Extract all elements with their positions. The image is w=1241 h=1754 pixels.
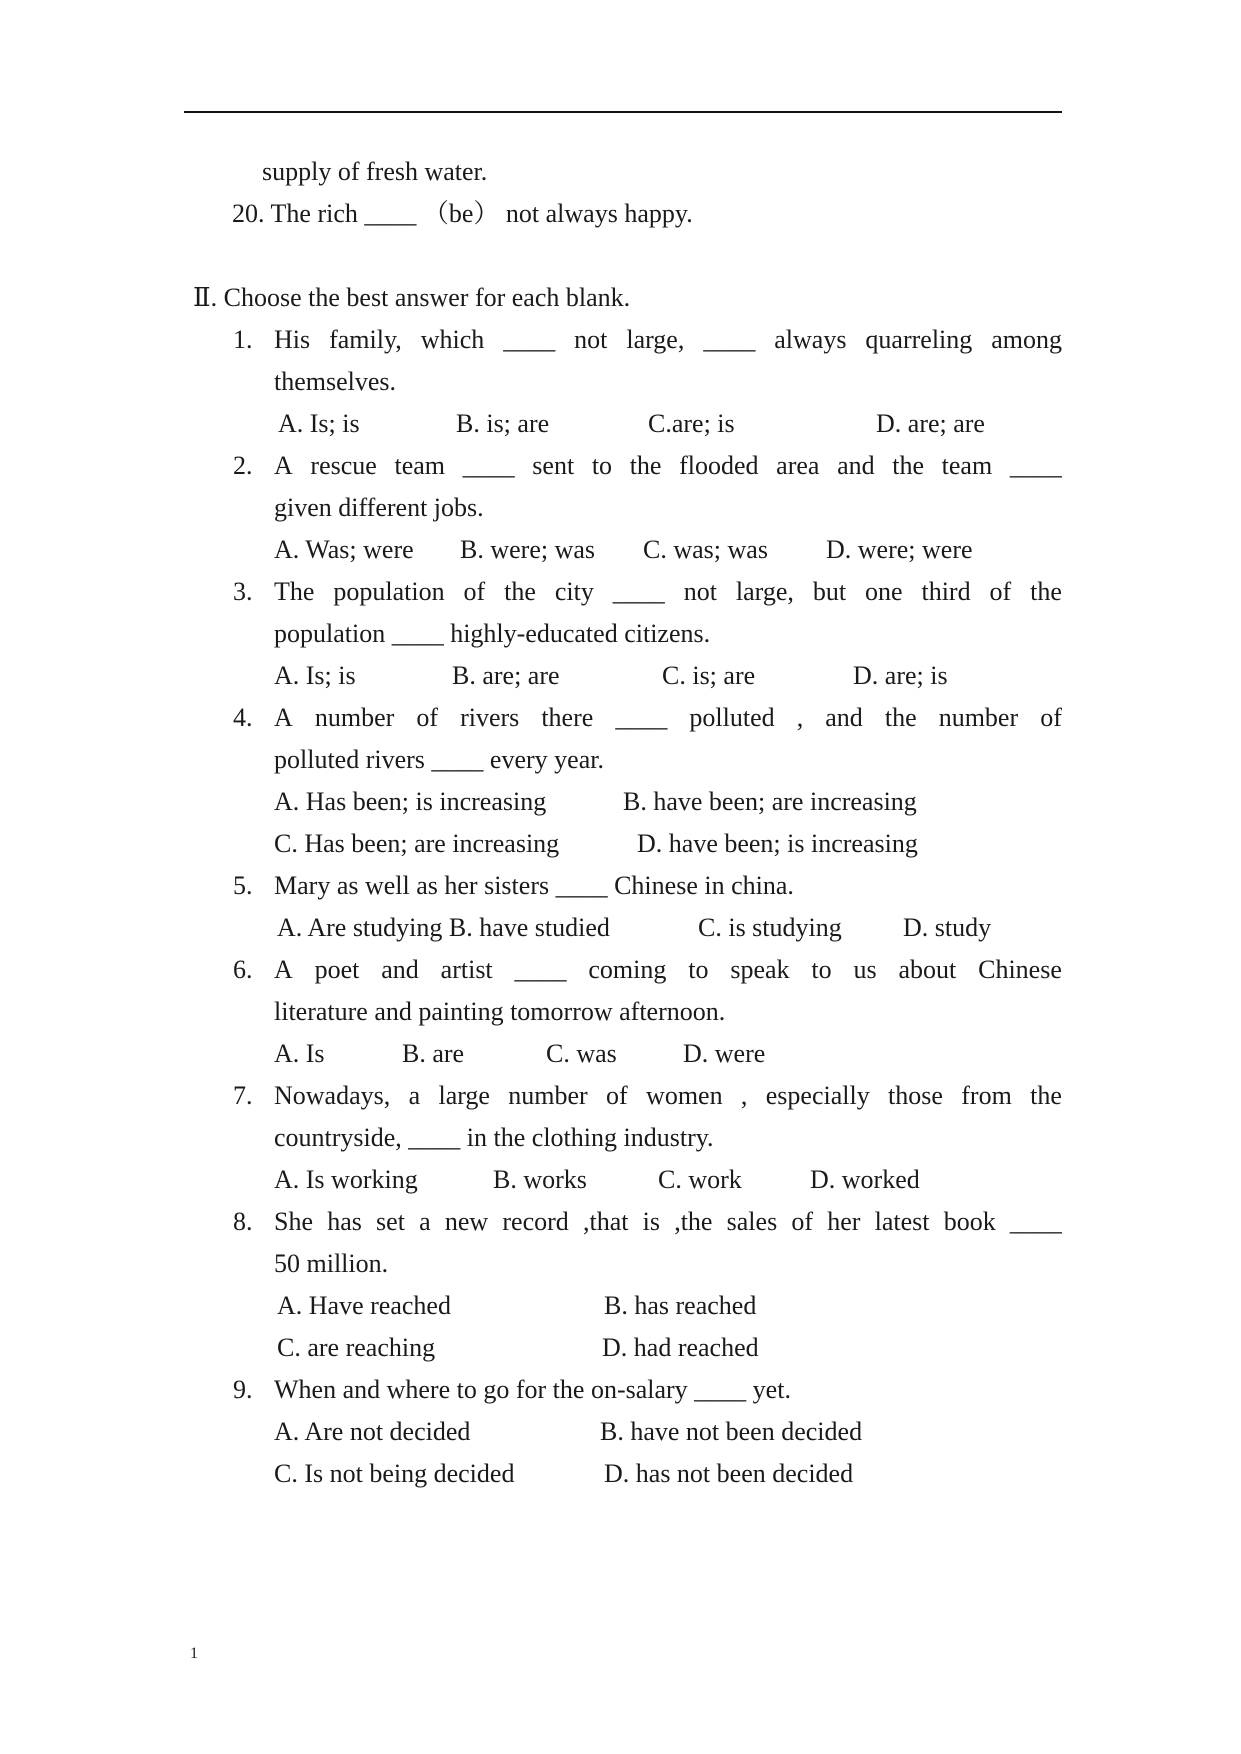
option-d: D. study <box>903 913 992 942</box>
q1-part: ____ <box>503 325 556 354</box>
question-2 <box>274 450 1062 482</box>
question-8-line-1 <box>274 1206 1062 1238</box>
option-c: C. is studying <box>698 913 842 942</box>
q1-part: among <box>991 325 1062 354</box>
option-b: B. is; are <box>456 409 550 438</box>
q7-part: large <box>438 1081 490 1110</box>
option-a: A. Are not decided <box>274 1417 471 1446</box>
q1-part: ____ <box>703 325 756 354</box>
q4-part: rivers <box>460 703 520 732</box>
question-5-number: 5. <box>233 871 253 900</box>
q8-part: a <box>419 1207 431 1236</box>
question-2-number: 2. <box>233 451 253 480</box>
q3-part: the <box>504 577 536 606</box>
option-b: B. has reached <box>604 1291 757 1320</box>
option-c: C.are; is <box>648 409 735 438</box>
option-a-b: A. Are studying B. have studied <box>277 913 610 942</box>
option-d: D. are; are <box>876 409 985 438</box>
q7-part: of <box>606 1081 628 1110</box>
option-c: C. was; was <box>643 535 768 564</box>
option-a: A. Have reached <box>277 1291 451 1320</box>
question-7-line-2: countryside, ____ in the clothing industry. <box>274 1123 714 1152</box>
q4-part: the <box>884 703 917 732</box>
option-b: B. have been; are increasing <box>623 787 917 816</box>
option-b: B. have not been decided <box>600 1417 863 1446</box>
prev-question-continuation: supply of fresh water. <box>262 157 488 186</box>
question-1-number: 1. <box>233 325 253 354</box>
option-a: A. Is <box>274 1039 325 1068</box>
header-rule <box>184 111 1062 113</box>
option-c: C. work <box>658 1165 742 1194</box>
q6-part: about <box>898 955 957 984</box>
q8-part: record <box>502 1207 569 1236</box>
q2-part: the <box>892 451 925 480</box>
option-b: B. are <box>402 1039 465 1068</box>
question-1-line-2: themselves. <box>274 367 397 396</box>
option-a: A. Is; is <box>278 409 360 438</box>
q6-part: and <box>381 955 419 984</box>
q2-part: team <box>941 451 993 480</box>
q7-part: number <box>508 1081 588 1110</box>
option-d: D. were; were <box>826 535 973 564</box>
q2-part: ____ <box>1009 451 1062 480</box>
q2-part: the <box>629 451 662 480</box>
question-7-number: 7. <box>233 1081 253 1110</box>
q7-part: Nowadays, <box>274 1081 391 1110</box>
q4-part: , <box>796 703 804 732</box>
question-8-line-2: 50 million. <box>274 1249 389 1278</box>
q4-part: of <box>1040 703 1062 732</box>
question-3 <box>274 576 1062 608</box>
q2-part: and <box>837 451 875 480</box>
q2-part: sent <box>532 451 575 480</box>
option-a: A. Is working <box>274 1165 418 1194</box>
q1-part: His <box>274 325 311 354</box>
option-b: B. are; are <box>452 661 560 690</box>
q1-part: large, <box>626 325 685 354</box>
q3-part: the <box>1030 577 1062 606</box>
q8-part: set <box>376 1207 405 1236</box>
q3-part: of <box>463 577 486 606</box>
question-3-number: 3. <box>233 577 253 606</box>
question-3-line-1 <box>274 576 1062 608</box>
q4-part: number <box>314 703 395 732</box>
q7-part: women <box>646 1081 723 1110</box>
q7-part: the <box>1030 1081 1062 1110</box>
q6-part: coming <box>588 955 667 984</box>
q2-part: flooded <box>679 451 759 480</box>
option-a: A. Is; is <box>274 661 356 690</box>
q3-part: The <box>274 577 315 606</box>
q1-part: not <box>574 325 608 354</box>
question-6-line-2: literature and painting tomorrow afternoon. <box>274 997 726 1026</box>
question-20: 20. The rich ____ （be） not always happy. <box>232 199 693 228</box>
q8-part: has <box>327 1207 362 1236</box>
option-d: D. worked <box>810 1165 920 1194</box>
option-a: A. Was; were <box>274 535 414 564</box>
q8-part: latest <box>874 1207 930 1236</box>
question-3-line-2: population ____ highly-educated citizens. <box>274 619 711 648</box>
q6-part: artist <box>440 955 493 984</box>
q3-part: large, <box>735 577 794 606</box>
q1-part: family, <box>329 325 402 354</box>
q2-part: area <box>776 451 820 480</box>
q2-part: team <box>394 451 445 480</box>
q6-part: speak <box>730 955 790 984</box>
option-c: C. Is not being decided <box>274 1459 515 1488</box>
q6-part: poet <box>314 955 360 984</box>
q4-part: A <box>274 703 293 732</box>
q2-part: ____ <box>462 451 515 480</box>
question-4 <box>274 702 1062 734</box>
question-4-number: 4. <box>233 703 253 732</box>
q8-part: of <box>791 1207 814 1236</box>
section-heading: Ⅱ. Choose the best answer for each blank. <box>193 283 631 312</box>
q7-part: , <box>740 1081 748 1110</box>
q4-part: of <box>416 703 438 732</box>
question-5-line-1: Mary as well as her sisters ____ Chinese in china. <box>274 871 794 900</box>
q4-part: there <box>541 703 594 732</box>
q8-part: ____ <box>1009 1207 1062 1236</box>
option-d: D. has not been decided <box>604 1459 854 1488</box>
option-d: D. had reached <box>602 1333 759 1362</box>
question-8 <box>274 1206 1062 1238</box>
question-8-number: 8. <box>233 1207 253 1236</box>
q8-part: ,that <box>582 1207 629 1236</box>
q1-part: which <box>420 325 485 354</box>
page-number: 1 <box>190 1645 198 1662</box>
q4-part: and <box>825 703 863 732</box>
option-c: C. Has been; are increasing <box>274 829 560 858</box>
q6-part: A <box>274 955 293 984</box>
option-d: D. are; is <box>853 661 948 690</box>
q3-part: one <box>864 577 903 606</box>
q2-part: A <box>274 451 293 480</box>
q8-part: ,the <box>674 1207 713 1236</box>
q6-part: to <box>811 955 832 984</box>
question-9-number: 9. <box>233 1375 253 1404</box>
question-4-line-1 <box>274 702 1062 734</box>
q1-part: quarreling <box>865 325 973 354</box>
q6-part: ____ <box>514 955 567 984</box>
option-d: D. have been; is increasing <box>637 829 918 858</box>
q2-part: rescue <box>310 451 377 480</box>
q3-part: population <box>333 577 445 606</box>
q8-part: She <box>274 1207 313 1236</box>
q3-part: but <box>812 577 847 606</box>
question-6-line-1 <box>274 954 1062 986</box>
q7-part: from <box>961 1081 1012 1110</box>
q4-part: polluted <box>689 703 775 732</box>
q3-part: not <box>683 577 717 606</box>
question-4-line-2: polluted rivers ____ every year. <box>274 745 604 774</box>
option-c: C. was <box>546 1039 617 1068</box>
q6-part: Chinese <box>978 955 1062 984</box>
question-2-line-2: given different jobs. <box>274 493 484 522</box>
option-c: C. are reaching <box>277 1333 436 1362</box>
q3-part: of <box>989 577 1012 606</box>
q1-part: always <box>774 325 847 354</box>
q7-part: those <box>888 1081 943 1110</box>
q4-part: number <box>938 703 1019 732</box>
question-1 <box>274 324 1062 356</box>
q7-part: a <box>408 1081 421 1110</box>
q8-part: is <box>642 1207 660 1236</box>
option-c: C. is; are <box>662 661 756 690</box>
q8-part: new <box>444 1207 489 1236</box>
option-a: A. Has been; is increasing <box>274 787 547 816</box>
q6-part: to <box>688 955 709 984</box>
q3-part: ____ <box>612 577 665 606</box>
question-1-line-1 <box>274 324 1062 356</box>
option-b: B. works <box>493 1165 587 1194</box>
q8-part: sales <box>726 1207 778 1236</box>
option-d: D. were <box>683 1039 766 1068</box>
question-9-line-1: When and where to go for the on-salary ____ yet. <box>274 1375 791 1404</box>
question-6 <box>274 954 1062 986</box>
question-7 <box>274 1080 1062 1112</box>
q3-part: third <box>921 577 971 606</box>
question-7-line-1 <box>274 1080 1062 1112</box>
q6-part: us <box>853 955 877 984</box>
q8-part: book <box>943 1207 996 1236</box>
q4-part: ____ <box>615 703 668 732</box>
q8-part: her <box>827 1207 861 1236</box>
q7-part: especially <box>765 1081 870 1110</box>
question-2-line-1 <box>274 450 1062 482</box>
question-6-number: 6. <box>233 955 253 984</box>
q2-part: to <box>591 451 613 480</box>
option-b: B. were; was <box>460 535 596 564</box>
q3-part: city <box>554 577 594 606</box>
